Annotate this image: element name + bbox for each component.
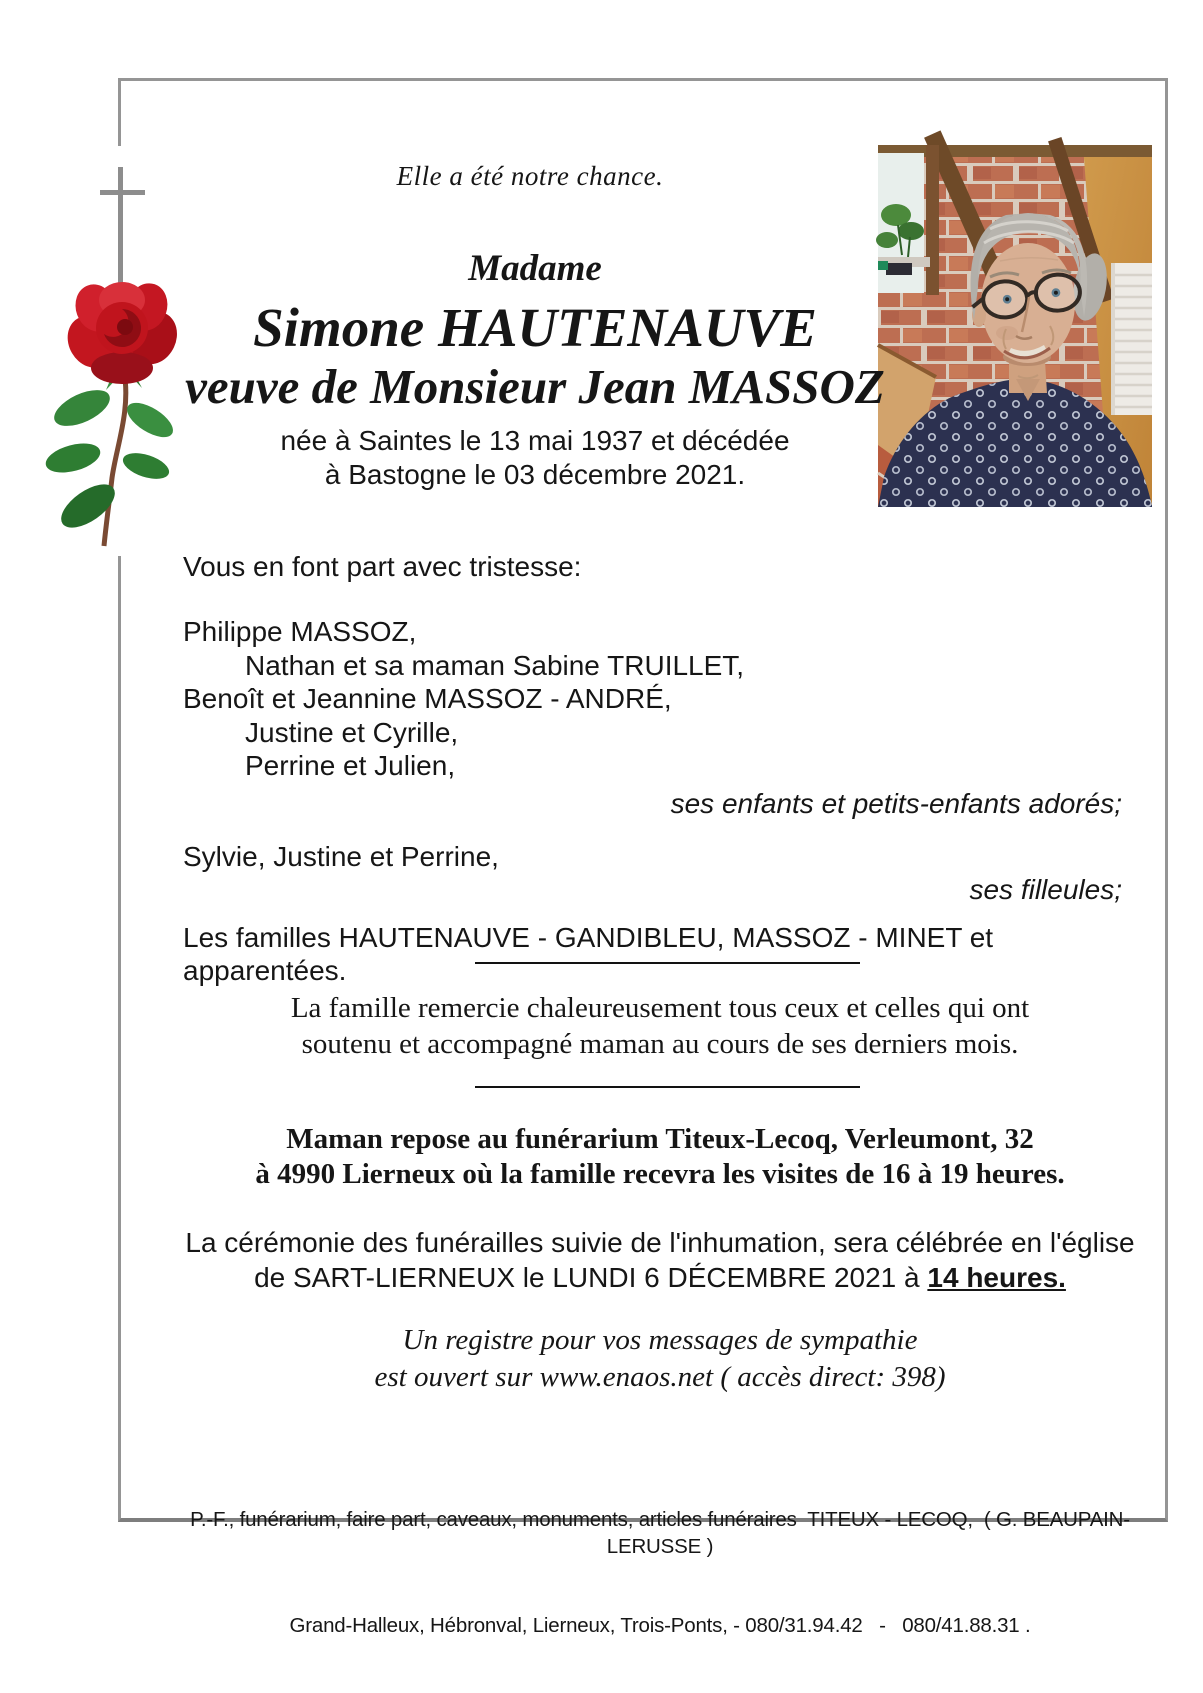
thanks-paragraph <box>150 990 1170 1062</box>
goddaughters-tag: ses filleules; <box>969 874 1122 906</box>
birth-line: née à Saintes le 13 mai 1937 et décédée <box>280 425 790 456</box>
divider <box>475 962 860 964</box>
funerarium-line: Maman repose au funérarium Titeux-Lecoq, Verleumont, 32 <box>286 1123 1034 1155</box>
goddaughters-line: Sylvie, Justine et Perrine, <box>183 840 499 872</box>
announcement-block <box>183 550 1122 987</box>
death-line: à Bastogne le 03 décembre 2021. <box>324 459 746 490</box>
epitaph-quote: Elle a été notre chance. <box>396 161 664 191</box>
thanks-line: La famille remercie chaleureusement tous ceux et celles qui ont <box>290 992 1030 1024</box>
footer-line: P.-F., funérarium, faire part, caveaux, monuments, articles funéraires TITEUX - LECOQ, ( G. BEAUPAIN-LERUSSE ) <box>190 1508 1130 1558</box>
register-paragraph <box>150 1322 1170 1396</box>
thanks-line: soutenu et accompagné maman au cours de ses derniers mois. <box>301 1028 1019 1060</box>
ceremony-time: 14 heures. <box>927 1261 1066 1293</box>
register-line: est ouvert sur www.enaos.net ( accès direct: 398) <box>374 1361 946 1393</box>
children-tag: ses enfants et petits-enfants adorés; <box>670 788 1122 820</box>
funerarium-paragraph <box>150 1122 1170 1192</box>
ceremony-line <box>150 1261 1170 1296</box>
divider <box>475 1086 860 1088</box>
memorial-cross-icon <box>118 167 123 283</box>
register-line: Un registre pour vos messages de sympathie <box>402 1324 918 1356</box>
family-line: Perrine et Julien, <box>245 750 456 782</box>
widow-line: veuve de Monsieur Jean MASSOZ <box>185 359 885 414</box>
family-line: Benoît et Jeannine MASSOZ - ANDRÉ, <box>183 683 672 715</box>
families-line: Les familles HAUTENAUVE - GANDIBLEU, MASSOZ - MINET et apparentées. <box>183 921 994 987</box>
salutation: Madame <box>468 248 602 289</box>
family-line: Nathan et sa maman Sabine TRUILLET, <box>245 649 745 681</box>
memorial-cross-icon <box>100 190 145 195</box>
family-line: Justine et Cyrille, <box>245 716 459 748</box>
deceased-header <box>150 248 920 492</box>
announcement-intro: Vous en font part avec tristesse: <box>183 551 582 582</box>
ceremony-line: La cérémonie des funérailles suivie de l'inhumation, sera célébrée en l'église <box>185 1227 1135 1258</box>
ceremony-paragraph <box>150 1226 1170 1295</box>
funerarium-line: à 4990 Lierneux où la famille recevra les visites de 16 à 19 heures. <box>255 1158 1065 1190</box>
footer-line: Grand-Halleux, Hébronval, Lierneux, Trois-Ponts, - 080/31.94.42 - 080/41.88.31 . <box>289 1614 1031 1637</box>
deceased-name: Simone HAUTENAUVE <box>253 297 817 358</box>
family-line: Philippe MASSOZ, <box>183 616 417 648</box>
funeral-home-footer <box>150 1454 1170 1693</box>
ceremony-date: de SART-LIERNEUX le LUNDI 6 DÉCEMBRE 2021 à <box>254 1261 928 1293</box>
